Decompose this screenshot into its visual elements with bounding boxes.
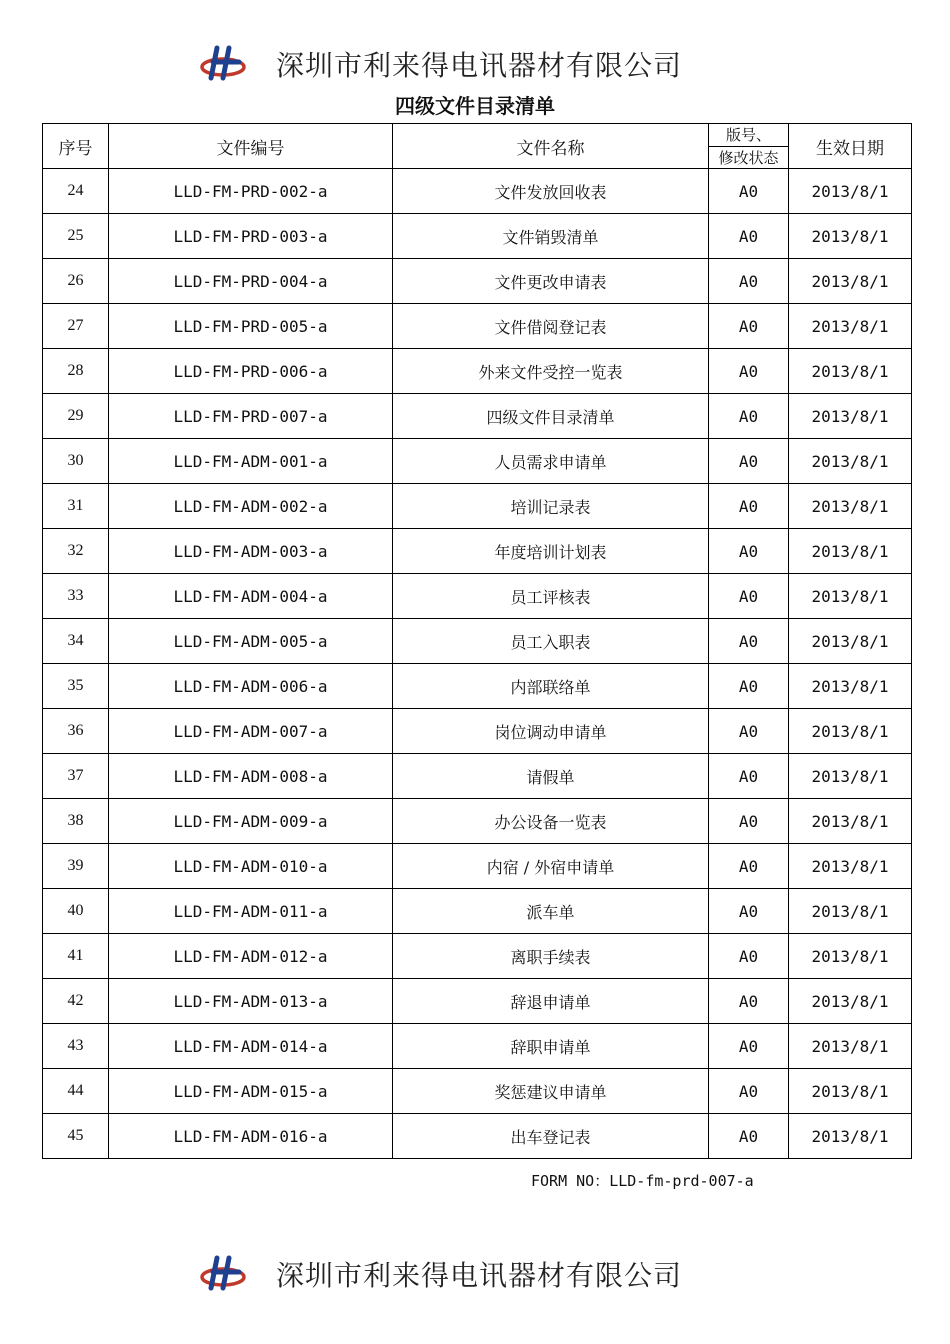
table-row	[43, 619, 912, 664]
table-row	[43, 169, 912, 214]
table-row	[43, 934, 912, 979]
file-name: 离职手续表	[393, 934, 709, 979]
row-number: 31	[43, 484, 109, 529]
row-number: 35	[43, 664, 109, 709]
header-version-bottom: 修改状态	[709, 146, 788, 169]
table-row	[43, 1024, 912, 1069]
version-status: A0	[709, 889, 789, 934]
version-status: A0	[709, 259, 789, 304]
file-code: LLD-FM-ADM-003-a	[109, 529, 393, 574]
effective-date: 2013/8/1	[789, 169, 912, 214]
file-code: LLD-FM-PRD-002-a	[109, 169, 393, 214]
file-code: LLD-FM-ADM-016-a	[109, 1114, 393, 1159]
file-code: LLD-FM-ADM-004-a	[109, 574, 393, 619]
header-date: 生效日期	[789, 124, 912, 169]
file-name: 文件借阅登记表	[393, 304, 709, 349]
company-logo-icon	[199, 1252, 249, 1294]
file-code: LLD-FM-PRD-005-a	[109, 304, 393, 349]
row-number: 45	[43, 1114, 109, 1159]
row-number: 41	[43, 934, 109, 979]
table-row	[43, 709, 912, 754]
file-name: 人员需求申请单	[393, 439, 709, 484]
file-code: LLD-FM-PRD-006-a	[109, 349, 393, 394]
row-number: 25	[43, 214, 109, 259]
file-code: LLD-FM-ADM-007-a	[109, 709, 393, 754]
file-code: LLD-FM-ADM-013-a	[109, 979, 393, 1024]
row-number: 42	[43, 979, 109, 1024]
version-status: A0	[709, 934, 789, 979]
file-code: LLD-FM-ADM-010-a	[109, 844, 393, 889]
version-status: A0	[709, 214, 789, 259]
row-number: 30	[43, 439, 109, 484]
file-name: 出车登记表	[393, 1114, 709, 1159]
form-number: FORM NO：LLD-fm-prd-007-a	[531, 1172, 754, 1190]
table-row	[43, 214, 912, 259]
table-row	[43, 574, 912, 619]
file-name: 派车单	[393, 889, 709, 934]
row-number: 28	[43, 349, 109, 394]
table-row	[43, 529, 912, 574]
version-status: A0	[709, 619, 789, 664]
company-logo-icon	[199, 42, 249, 84]
header-code: 文件编号	[109, 124, 393, 169]
header-version-top: 版号、	[725, 126, 771, 145]
file-name: 员工入职表	[393, 619, 709, 664]
effective-date: 2013/8/1	[789, 709, 912, 754]
file-code: LLD-FM-PRD-007-a	[109, 394, 393, 439]
file-name: 内宿 / 外宿申请单	[393, 844, 709, 889]
table-row	[43, 394, 912, 439]
table-row	[43, 889, 912, 934]
file-code: LLD-FM-PRD-004-a	[109, 259, 393, 304]
version-status: A0	[709, 754, 789, 799]
version-status: A0	[709, 394, 789, 439]
file-name: 岗位调动申请单	[393, 709, 709, 754]
file-code: LLD-FM-ADM-009-a	[109, 799, 393, 844]
row-number: 32	[43, 529, 109, 574]
version-status: A0	[709, 574, 789, 619]
file-name: 培训记录表	[393, 484, 709, 529]
effective-date: 2013/8/1	[789, 394, 912, 439]
row-number: 43	[43, 1024, 109, 1069]
file-name: 文件销毁清单	[393, 214, 709, 259]
file-name: 辞退申请单	[393, 979, 709, 1024]
file-name: 请假单	[393, 754, 709, 799]
effective-date: 2013/8/1	[789, 889, 912, 934]
effective-date: 2013/8/1	[789, 1069, 912, 1114]
row-number: 34	[43, 619, 109, 664]
company-name: 深圳市利来得电讯器材有限公司	[276, 1259, 683, 1292]
version-status: A0	[709, 169, 789, 214]
version-status: A0	[709, 664, 789, 709]
table-row	[43, 844, 912, 889]
row-number: 37	[43, 754, 109, 799]
effective-date: 2013/8/1	[789, 1024, 912, 1069]
file-code: LLD-FM-ADM-008-a	[109, 754, 393, 799]
version-status: A0	[709, 304, 789, 349]
effective-date: 2013/8/1	[789, 484, 912, 529]
table-row	[43, 259, 912, 304]
page-header-bottom	[0, 1252, 950, 1300]
table-header-row	[43, 124, 912, 169]
row-number: 36	[43, 709, 109, 754]
row-number: 29	[43, 394, 109, 439]
effective-date: 2013/8/1	[789, 799, 912, 844]
effective-date: 2013/8/1	[789, 619, 912, 664]
file-code: LLD-FM-ADM-006-a	[109, 664, 393, 709]
row-number: 38	[43, 799, 109, 844]
effective-date: 2013/8/1	[789, 214, 912, 259]
file-name: 文件发放回收表	[393, 169, 709, 214]
document-title: 四级文件目录清单	[395, 94, 555, 118]
version-status: A0	[709, 529, 789, 574]
table-row	[43, 664, 912, 709]
table-row	[43, 799, 912, 844]
effective-date: 2013/8/1	[789, 349, 912, 394]
table-row	[43, 1069, 912, 1114]
effective-date: 2013/8/1	[789, 574, 912, 619]
file-code: LLD-FM-PRD-003-a	[109, 214, 393, 259]
file-name: 内部联络单	[393, 664, 709, 709]
table-row	[43, 1114, 912, 1159]
row-number: 27	[43, 304, 109, 349]
effective-date: 2013/8/1	[789, 439, 912, 484]
row-number: 39	[43, 844, 109, 889]
version-status: A0	[709, 844, 789, 889]
file-code: LLD-FM-ADM-014-a	[109, 1024, 393, 1069]
effective-date: 2013/8/1	[789, 664, 912, 709]
file-code: LLD-FM-ADM-005-a	[109, 619, 393, 664]
effective-date: 2013/8/1	[789, 754, 912, 799]
version-status: A0	[709, 439, 789, 484]
file-code: LLD-FM-ADM-015-a	[109, 1069, 393, 1114]
effective-date: 2013/8/1	[789, 934, 912, 979]
table-row	[43, 304, 912, 349]
file-name: 外来文件受控一览表	[393, 349, 709, 394]
header-name: 文件名称	[393, 124, 709, 169]
version-status: A0	[709, 1069, 789, 1114]
row-number: 24	[43, 169, 109, 214]
file-name: 员工评核表	[393, 574, 709, 619]
effective-date: 2013/8/1	[789, 259, 912, 304]
table-row	[43, 439, 912, 484]
effective-date: 2013/8/1	[789, 529, 912, 574]
version-status: A0	[709, 709, 789, 754]
effective-date: 2013/8/1	[789, 979, 912, 1024]
row-number: 44	[43, 1069, 109, 1114]
version-status: A0	[709, 1024, 789, 1069]
effective-date: 2013/8/1	[789, 1114, 912, 1159]
file-name: 办公设备一览表	[393, 799, 709, 844]
file-name: 文件更改申请表	[393, 259, 709, 304]
row-number: 33	[43, 574, 109, 619]
table-row	[43, 754, 912, 799]
header-version	[709, 124, 789, 169]
file-name: 四级文件目录清单	[393, 394, 709, 439]
effective-date: 2013/8/1	[789, 844, 912, 889]
effective-date: 2013/8/1	[789, 304, 912, 349]
company-name: 深圳市利来得电讯器材有限公司	[276, 49, 683, 82]
version-status: A0	[709, 799, 789, 844]
file-list-table	[42, 123, 912, 1159]
file-code: LLD-FM-ADM-002-a	[109, 484, 393, 529]
file-code: LLD-FM-ADM-012-a	[109, 934, 393, 979]
file-name: 辞职申请单	[393, 1024, 709, 1069]
table-row	[43, 484, 912, 529]
file-name: 年度培训计划表	[393, 529, 709, 574]
version-status: A0	[709, 979, 789, 1024]
header-no: 序号	[43, 124, 109, 169]
row-number: 26	[43, 259, 109, 304]
table-row	[43, 979, 912, 1024]
version-status: A0	[709, 484, 789, 529]
page-header-top	[0, 42, 950, 90]
version-status: A0	[709, 349, 789, 394]
row-number: 40	[43, 889, 109, 934]
file-code: LLD-FM-ADM-011-a	[109, 889, 393, 934]
file-code: LLD-FM-ADM-001-a	[109, 439, 393, 484]
table-row	[43, 349, 912, 394]
file-name: 奖惩建议申请单	[393, 1069, 709, 1114]
version-status: A0	[709, 1114, 789, 1159]
